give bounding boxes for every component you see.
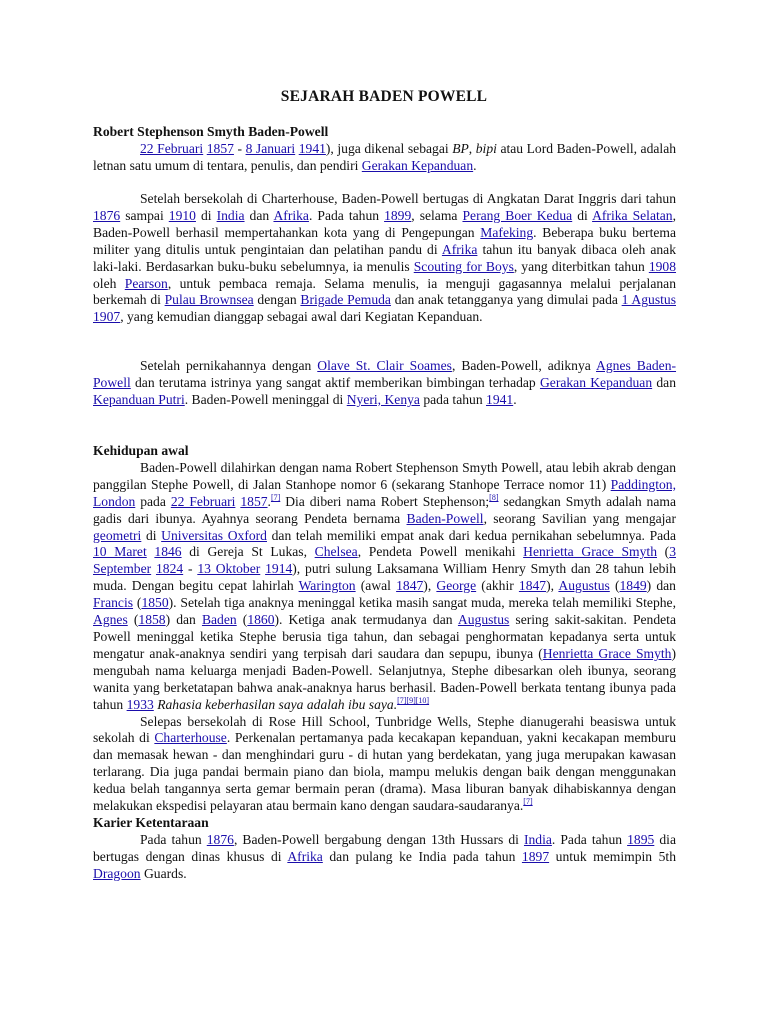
early-life-paragraph: Baden-Powell dilahirkan dengan nama Robert Stephenson Smyth Powell, atau lebih akrab dengan panggilan Stephe Powell, di Jalan Stanhope nomor 6 (sekarang Stanhope Terrace nomor 11) Paddington, London pada 22 Februari 1857.[7] Dia diberi nama Robert Stephenson;[8] sedangkan Smyth adalah nama gadis dari ibunya. Ayahnya seorang Pendeta bernama Baden-Powell, seorang Savilian yang mengajar geometri di Universitas Oxford dan telah memiliki empat anak dari kedua pernikahan sebelumnya. Pada 10 Maret 1846 di Gereja St Lukas, Chelsea, Pendeta Powell menikahi Henrietta Grace Smyth (3 September 1824 - 13 Oktober 1914), putri sulung Laksamana William Henry Smyth dan 28 tahun lebih muda. Dengan begitu cepat lahirlah Warington (awal 1847), George (akhir 1847), Augustus (1849) dan Francis (1850). Setelah tiga anaknya meninggal ketika masih sangat muda, mereka telah memiliki Stephe, Agnes (1858) dan Baden (1860). Ketiga anak termudanya dan Augustus sering sakit-sakitan. Pendeta Powell meninggal ketika Stephe berusia tiga tahun, dan sebagai penghormatan kepadanya serta untuk mengatur anak-anaknya sendiri yang terpisah dari saudara dan sepupu, ibunya (Henrietta Grace Smyth) mengubah nama keluarga menjadi Baden-Powell. Selanjutnya, Stephe dibesarkan oleh ibunya, seorang wanita yang berketatapan bahwa anak-anaknya harus berhasil. Baden-Powell berkata tentang ibunya pada tahun 1933 Rahasia keberhasilan saya adalah ibu saya.[7][9][10]	[93, 459, 677, 712]
wiki-link[interactable]: 1941	[298, 140, 326, 156]
wiki-link[interactable]: Augustus	[457, 612, 510, 628]
wiki-link[interactable]: Agnes	[93, 612, 128, 628]
wiki-link[interactable]: Paddington, London	[93, 476, 676, 509]
wiki-link[interactable]: Perang Boer Kedua	[462, 207, 573, 223]
wiki-link[interactable]: 1850	[141, 595, 169, 611]
footnote-ref	[271, 493, 280, 502]
wiki-link[interactable]: Francis	[93, 595, 134, 611]
wiki-link[interactable]: 13 Oktober	[197, 561, 261, 577]
wiki-link[interactable]: India	[523, 831, 552, 847]
intro-paragraph: 22 Februari 1857 - 8 Januari 1941), juga dikenal sebagai BP, bipi atau Lord Baden-Powell, adalah letnan satu umum di tentara, penulis, dan pendiri Gerakan Kepanduan.	[93, 140, 677, 173]
wiki-link[interactable]: Henrietta Grace Smyth	[523, 544, 657, 560]
wiki-link[interactable]: Augustus	[558, 578, 610, 594]
wiki-link[interactable]: Afrika Selatan	[592, 207, 673, 223]
wiki-link[interactable]: 1846	[154, 544, 182, 560]
wiki-link[interactable]: 1914	[265, 561, 293, 577]
footnote-ref	[523, 797, 532, 806]
wiki-link[interactable]: Olave St. Clair Soames	[317, 358, 452, 373]
wiki-link[interactable]: Henrietta Grace Smyth	[542, 645, 672, 661]
italic-text: bipi	[475, 140, 497, 156]
wiki-link[interactable]: Brigade Pemuda	[300, 292, 391, 308]
wiki-link[interactable]: Universitas Oxford	[161, 527, 267, 543]
wiki-link[interactable]: Mafeking	[480, 224, 534, 240]
wiki-link[interactable]: geometri	[93, 527, 142, 543]
page-title: SEJARAH BADEN POWELL	[280, 88, 488, 105]
wiki-link[interactable]: Pearson	[124, 275, 168, 291]
footnote-ref	[489, 493, 498, 502]
wiki-link[interactable]: 1941	[486, 391, 514, 407]
wiki-link[interactable]: Kepanduan Putri	[93, 391, 185, 407]
wiki-link[interactable]: 1899	[384, 207, 412, 223]
wiki-link[interactable]: 1847	[518, 578, 547, 594]
italic-text: Rahasia keberhasilan saya adalah ibu saya.	[157, 696, 398, 712]
wiki-link[interactable]: 1876	[206, 831, 234, 847]
wiki-link[interactable]: 1824	[155, 561, 184, 577]
wiki-link[interactable]: 1876	[93, 207, 121, 223]
military-career-paragraph: Pada tahun 1876, Baden-Powell bergabung dengan 13th Hussars di India. Pada tahun 1895 dia bertugas dengan dinas khusus di Afrika dan pulang ke India pada tahun 1897 untuk memimpin 5th Dragoon Guards.	[93, 831, 676, 881]
footnote-link[interactable]: [7][9][10]	[397, 695, 430, 705]
wiki-link[interactable]: 22 Februari	[140, 140, 204, 156]
career-summary-paragraph: Setelah bersekolah di Charterhouse, Baden-Powell bertugas di Angkatan Darat Inggris dari tahun 1876 sampai 1910 di India dan Afrika. Pada tahun 1899, selama Perang Boer Kedua di Afrika Selatan, Baden-Powell berhasil mempertahankan kota yang di Pengepungan Mafeking. Beberapa buku bertema militer yang ditulis untuk pengintaian dan pelatihan pandu di Afrika tahun itu banyak dibaca oleh anak laki-laki. Berdasarkan buku-buku sebelumnya, ia menulis Scouting for Boys, yang diterbitkan tahun 1908 oleh Pearson, untuk pembaca remaja. Selama menulis, ia menguji gagasannya melalui perjalanan berkemah di Pulau Brownsea dengan Brigade Pemuda dan anak tetangganya yang dimulai pada 1 Agustus 1907, yang kemudian dianggap sebagai awal dari Kegiatan Kepanduan.	[93, 191, 677, 325]
italic-text: BP	[452, 140, 469, 156]
wiki-link[interactable]: 8 Januari	[245, 140, 296, 156]
wiki-link[interactable]: Scouting for Boys	[413, 258, 514, 274]
wiki-link[interactable]: 3 September	[93, 544, 676, 577]
wiki-link[interactable]: Gerakan Kepanduan	[539, 374, 653, 390]
wiki-link[interactable]: 10 Maret	[93, 544, 147, 560]
wiki-link[interactable]: 1858	[138, 612, 166, 628]
wiki-link[interactable]: 1857	[240, 493, 268, 509]
schooling-paragraph: Selepas bersekolah di Rose Hill School, Tunbridge Wells, Stephe dianugerahi beasiswa untuk sekolah di Charterhouse. Perkenalan pertamanya pada kecakapan kepanduan, yakni kecakapan memburu dan memasak hewan - dan menghindari guru - di hutan yang berdekatan, yang juga merupakan kawasan terlarang. Dia juga pandai bermain piano dan biola, mampu melukis dengan baik dengan menggunakan kedua belah tangannya serta gemar bermain peran (drama). Masa liburan banyak dihabiskannya dengan melakukan ekspedisi pelayaran atau bermain kano dengan saudara-saudaranya.[7]	[93, 713, 676, 814]
wiki-link[interactable]: Gerakan Kepanduan	[361, 157, 474, 173]
footnote-link[interactable]: [8]	[489, 492, 499, 502]
wiki-link[interactable]: Baden-Powell	[406, 510, 484, 526]
marriage-paragraph: Setelah pernikahannya dengan Olave St. Clair Soames, Baden-Powell, adiknya Agnes Baden-Powell dan terutama istrinya yang sangat aktif memberikan bimbingan terhadap Gerakan Kepanduan dan Kepanduan Putri. Baden-Powell meninggal di Nyeri, Kenya pada tahun 1941.	[93, 358, 677, 407]
wiki-link[interactable]: Chelsea	[314, 544, 358, 560]
wiki-link[interactable]: 22 Februari	[170, 493, 236, 509]
wiki-link[interactable]: 1910	[168, 207, 196, 223]
military-career-heading: Karier Ketentaraan	[93, 814, 209, 830]
wiki-link[interactable]: Charterhouse	[154, 730, 227, 746]
wiki-link[interactable]: 1857	[206, 140, 234, 156]
early-life-heading: Kehidupan awal	[93, 443, 189, 458]
wiki-link[interactable]: 1897	[521, 848, 550, 864]
wiki-link[interactable]: Afrika	[287, 848, 323, 864]
wiki-link[interactable]: 1933	[126, 696, 154, 712]
wiki-link[interactable]: Nyeri, Kenya	[346, 391, 420, 407]
footnote-link[interactable]: [7]	[523, 797, 533, 807]
wiki-link[interactable]: 1 Agustus	[621, 292, 676, 308]
wiki-link[interactable]: Afrika	[441, 241, 478, 257]
footnote-ref	[397, 696, 429, 705]
footnote-link[interactable]: [7]	[270, 492, 281, 502]
wiki-link[interactable]: George	[436, 578, 477, 594]
wiki-link[interactable]: Agnes Baden-Powell	[93, 358, 677, 390]
wiki-link[interactable]: Dragoon	[93, 865, 141, 881]
wiki-link[interactable]: 1847	[396, 578, 424, 594]
wiki-link[interactable]: 1860	[247, 612, 275, 628]
wiki-link[interactable]: 1849	[619, 578, 647, 594]
wiki-link[interactable]: Pulau Brownsea	[164, 292, 254, 308]
wiki-link[interactable]: Afrika	[273, 207, 309, 223]
wiki-link[interactable]: India	[216, 207, 245, 223]
wiki-link[interactable]: Baden	[201, 612, 237, 628]
wiki-link[interactable]: 1895	[627, 831, 655, 847]
wiki-link[interactable]: 1908	[648, 258, 677, 274]
wiki-link[interactable]: 1907	[93, 309, 121, 325]
wiki-link[interactable]: Warington	[298, 578, 356, 594]
name-heading: Robert Stephenson Smyth Baden-Powell	[93, 124, 329, 139]
